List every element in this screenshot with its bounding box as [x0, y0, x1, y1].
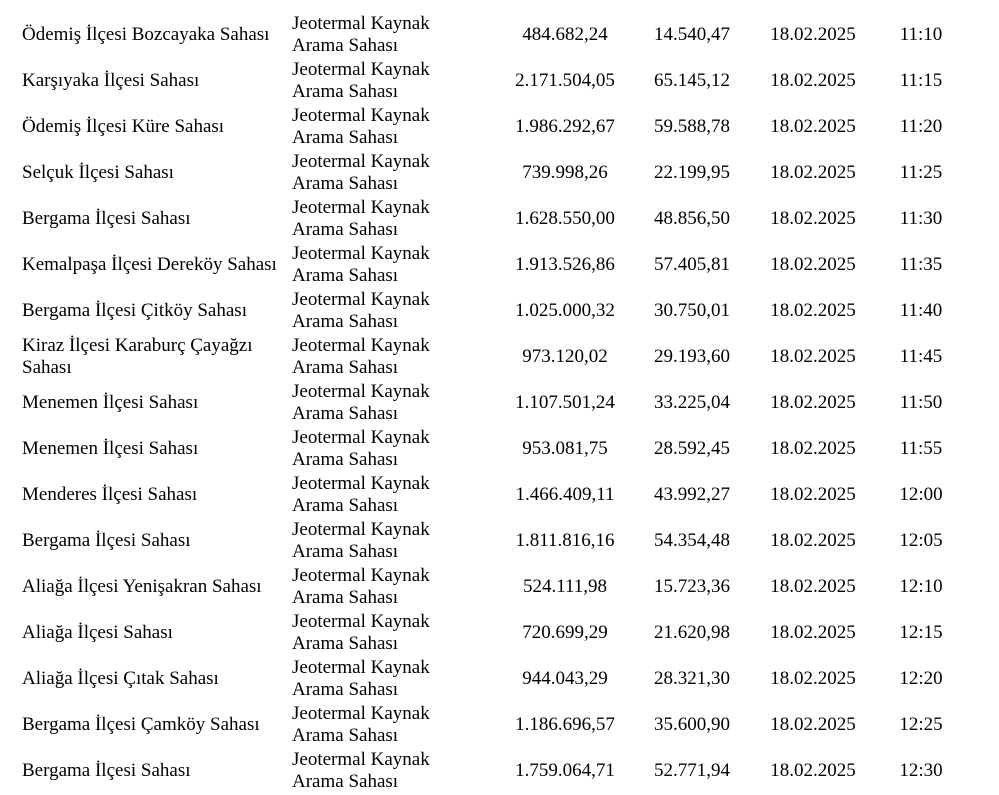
date-cell: 18.02.2025: [770, 70, 856, 91]
area-cell: 524.111,98: [522, 576, 608, 597]
table-row: [0, 242, 999, 288]
license-type-cell: Jeotermal Kaynak Arama Sahası: [292, 335, 430, 378]
time-cell: 12:15: [899, 622, 943, 643]
area-cell: 1.628.550,00: [515, 208, 615, 229]
site-name-cell: Bergama İlçesi Sahası: [22, 530, 191, 551]
license-type-cell: Jeotermal Kaynak Arama Sahası: [292, 59, 430, 102]
time-cell: 11:10: [899, 24, 943, 45]
date-cell: 18.02.2025: [770, 668, 856, 689]
date-cell: 18.02.2025: [770, 24, 856, 45]
area-cell: 1.466.409,11: [515, 484, 615, 505]
date-cell: 18.02.2025: [770, 438, 856, 459]
area-cell: 1.986.292,67: [515, 116, 615, 137]
table-row: [0, 288, 999, 334]
table-row: [0, 104, 999, 150]
date-cell: 18.02.2025: [770, 714, 856, 735]
date-cell: 18.02.2025: [770, 622, 856, 643]
time-cell: 11:25: [899, 162, 943, 183]
fee-cell: 28.321,30: [654, 668, 730, 689]
table-row: [0, 426, 999, 472]
site-name-cell: Karşıyaka İlçesi Sahası: [22, 70, 200, 91]
license-type-cell: Jeotermal Kaynak Arama Sahası: [292, 703, 430, 746]
time-cell: 12:25: [899, 714, 943, 735]
fee-cell: 30.750,01: [654, 300, 730, 321]
license-type-cell: Jeotermal Kaynak Arama Sahası: [292, 289, 430, 332]
date-cell: 18.02.2025: [770, 346, 856, 367]
time-cell: 11:40: [899, 300, 943, 321]
fee-cell: 54.354,48: [654, 530, 730, 551]
table-row: [0, 518, 999, 564]
date-cell: 18.02.2025: [770, 208, 856, 229]
license-type-cell: Jeotermal Kaynak Arama Sahası: [292, 611, 430, 654]
site-name-cell: Bergama İlçesi Çitköy Sahası: [22, 300, 247, 321]
site-name-cell: Aliağa İlçesi Yenişakran Sahası: [22, 576, 262, 597]
date-cell: 18.02.2025: [770, 760, 856, 781]
license-type-cell: Jeotermal Kaynak Arama Sahası: [292, 565, 430, 608]
license-type-cell: Jeotermal Kaynak Arama Sahası: [292, 427, 430, 470]
date-cell: 18.02.2025: [770, 300, 856, 321]
table-row: [0, 472, 999, 518]
license-type-cell: Jeotermal Kaynak Arama Sahası: [292, 381, 430, 424]
license-type-cell: Jeotermal Kaynak Arama Sahası: [292, 151, 430, 194]
area-cell: 1.186.696,57: [515, 714, 615, 735]
fee-cell: 14.540,47: [654, 24, 730, 45]
site-name-cell: Bergama İlçesi Sahası: [22, 208, 191, 229]
area-cell: 1.913.526,86: [515, 254, 615, 275]
site-name-cell: Ödemiş İlçesi Küre Sahası: [22, 116, 225, 137]
date-cell: 18.02.2025: [770, 162, 856, 183]
fee-cell: 52.771,94: [654, 760, 730, 781]
date-cell: 18.02.2025: [770, 576, 856, 597]
fee-cell: 21.620,98: [654, 622, 730, 643]
time-cell: 12:30: [899, 760, 943, 781]
fee-cell: 59.588,78: [654, 116, 730, 137]
site-name-cell: Menderes İlçesi Sahası: [22, 484, 198, 505]
tender-table: [0, 12, 999, 794]
table-row: [0, 748, 999, 794]
time-cell: 12:20: [899, 668, 943, 689]
area-cell: 944.043,29: [522, 668, 608, 689]
time-cell: 12:00: [899, 484, 943, 505]
area-cell: 720.699,29: [522, 622, 608, 643]
time-cell: 11:30: [899, 208, 943, 229]
fee-cell: 28.592,45: [654, 438, 730, 459]
area-cell: 1.107.501,24: [515, 392, 615, 413]
site-name-cell: Selçuk İlçesi Sahası: [22, 162, 174, 183]
site-name-cell: Kemalpaşa İlçesi Dereköy Sahası: [22, 254, 277, 275]
date-cell: 18.02.2025: [770, 116, 856, 137]
time-cell: 12:05: [899, 530, 943, 551]
table-row: [0, 58, 999, 104]
table-row: [0, 564, 999, 610]
area-cell: 1.759.064,71: [515, 760, 615, 781]
area-cell: 1.811.816,16: [515, 530, 615, 551]
table-row: [0, 12, 999, 58]
fee-cell: 29.193,60: [654, 346, 730, 367]
site-name-cell: Menemen İlçesi Sahası: [22, 438, 199, 459]
date-cell: 18.02.2025: [770, 254, 856, 275]
table-row: [0, 610, 999, 656]
time-cell: 11:55: [899, 438, 943, 459]
area-cell: 2.171.504,05: [515, 70, 615, 91]
table-row: [0, 196, 999, 242]
date-cell: 18.02.2025: [770, 484, 856, 505]
site-name-cell: Ödemiş İlçesi Bozcayaka Sahası: [22, 24, 270, 45]
time-cell: 12:10: [899, 576, 943, 597]
license-type-cell: Jeotermal Kaynak Arama Sahası: [292, 105, 430, 148]
area-cell: 953.081,75: [522, 438, 608, 459]
fee-cell: 43.992,27: [654, 484, 730, 505]
fee-cell: 65.145,12: [654, 70, 730, 91]
fee-cell: 35.600,90: [654, 714, 730, 735]
license-type-cell: Jeotermal Kaynak Arama Sahası: [292, 473, 430, 516]
site-name-cell: Aliağa İlçesi Çıtak Sahası: [22, 668, 219, 689]
area-cell: 739.998,26: [522, 162, 608, 183]
license-type-cell: Jeotermal Kaynak Arama Sahası: [292, 519, 430, 562]
table-row: [0, 656, 999, 702]
table-row: [0, 380, 999, 426]
site-name-cell: Menemen İlçesi Sahası: [22, 392, 199, 413]
time-cell: 11:45: [899, 346, 943, 367]
license-type-cell: Jeotermal Kaynak Arama Sahası: [292, 749, 430, 792]
site-name-cell: Bergama İlçesi Çamköy Sahası: [22, 714, 260, 735]
table-row: [0, 150, 999, 196]
time-cell: 11:50: [899, 392, 943, 413]
table-row: [0, 702, 999, 748]
license-type-cell: Jeotermal Kaynak Arama Sahası: [292, 243, 430, 286]
fee-cell: 48.856,50: [654, 208, 730, 229]
fee-cell: 33.225,04: [654, 392, 730, 413]
time-cell: 11:20: [899, 116, 943, 137]
fee-cell: 15.723,36: [654, 576, 730, 597]
time-cell: 11:15: [899, 70, 943, 91]
site-name-cell: Kiraz İlçesi Karaburç Çayağzı Sahası: [22, 335, 253, 378]
date-cell: 18.02.2025: [770, 392, 856, 413]
site-name-cell: Bergama İlçesi Sahası: [22, 760, 191, 781]
area-cell: 973.120,02: [522, 346, 608, 367]
time-cell: 11:35: [899, 254, 943, 275]
site-name-cell: Aliağa İlçesi Sahası: [22, 622, 173, 643]
area-cell: 484.682,24: [522, 24, 608, 45]
license-type-cell: Jeotermal Kaynak Arama Sahası: [292, 657, 430, 700]
license-type-cell: Jeotermal Kaynak Arama Sahası: [292, 13, 430, 56]
area-cell: 1.025.000,32: [515, 300, 615, 321]
fee-cell: 22.199,95: [654, 162, 730, 183]
date-cell: 18.02.2025: [770, 530, 856, 551]
table-row: [0, 334, 999, 380]
license-type-cell: Jeotermal Kaynak Arama Sahası: [292, 197, 430, 240]
fee-cell: 57.405,81: [654, 254, 730, 275]
